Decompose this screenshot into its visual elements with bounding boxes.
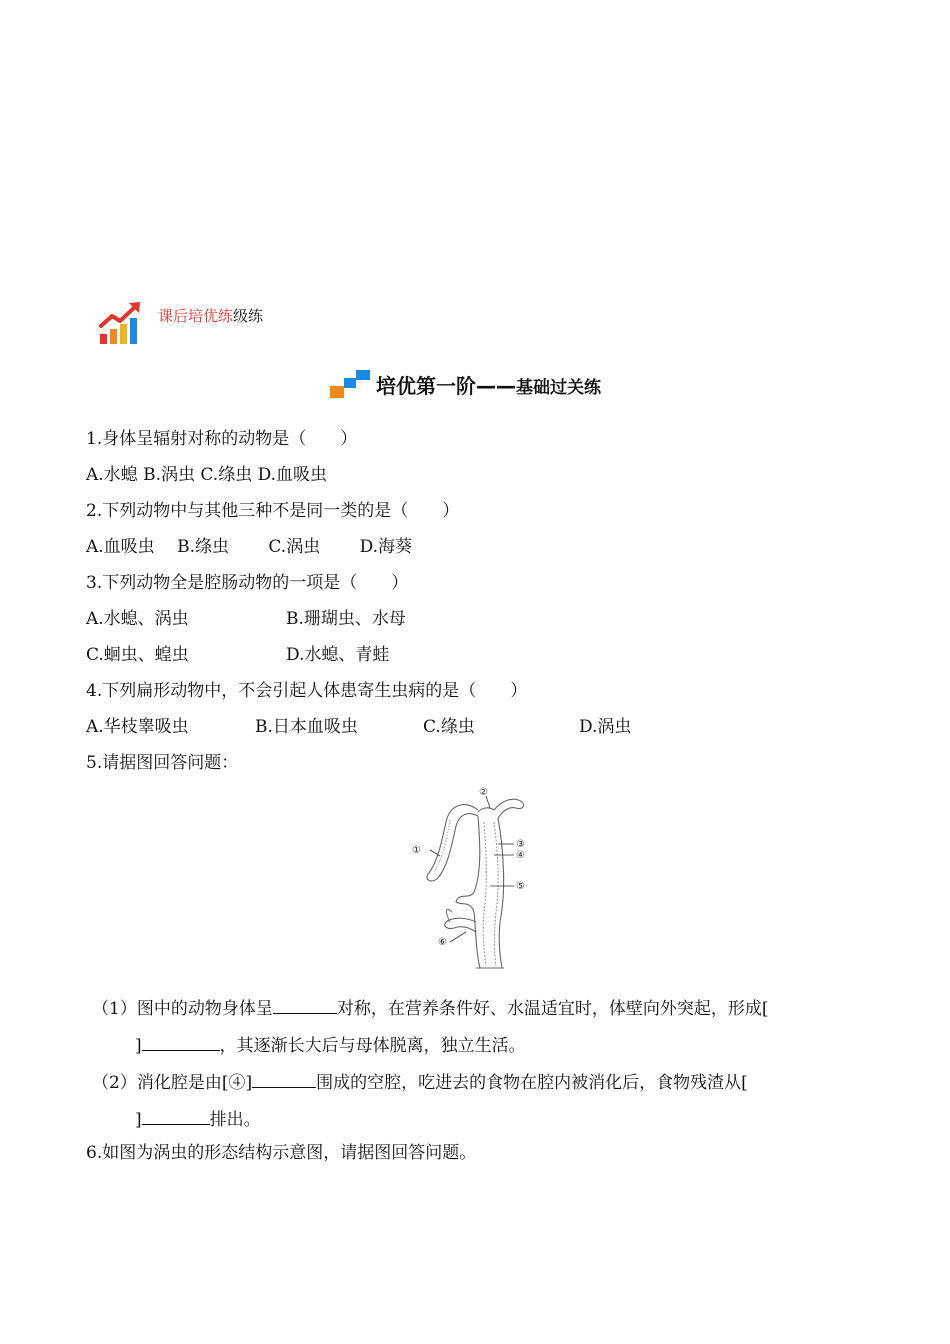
header-label — [158, 305, 263, 326]
q4-option-a: A.华枝睾吸虫 — [86, 717, 189, 737]
q5-sub1-text-c: ] — [135, 1036, 142, 1056]
q5-sub1-text-a: （1）图中的动物身体呈 — [92, 999, 273, 1019]
q5-sub1-line1 — [92, 995, 768, 1021]
figure-label-3: ③ — [516, 839, 525, 850]
section-title — [376, 370, 601, 399]
section-heading — [328, 364, 601, 404]
q5-sub1-text-d: ，其逐渐长大后与母体脱离，独立生活。 — [219, 1036, 526, 1056]
q1-options: A.水螅 B.涡虫 C.绦虫 D.血吸虫 — [86, 465, 328, 485]
q5-stem: 5.请据图回答问题： — [86, 753, 239, 773]
q4-option-d: D.涡虫 — [579, 717, 632, 737]
q5-sub2-blank-1[interactable] — [252, 1069, 316, 1088]
figure-label-6: ⑥ — [438, 937, 447, 948]
q3-option-c: C.蛔虫、蝗虫 — [86, 645, 189, 665]
q2-options: A.血吸虫 B.绦虫 C.涡虫 D.海葵 — [86, 537, 413, 557]
q5-sub1-line2 — [135, 1032, 526, 1058]
q4-option-b: B.日本血吸虫 — [255, 717, 358, 737]
q4-stem: 4.下列扁形动物中，不会引起人体患寄生虫病的是（ ） — [86, 681, 528, 701]
figure-label-4: ④ — [516, 850, 525, 861]
q5-sub2-line2 — [135, 1106, 261, 1132]
q5-sub2-text-d: 排出。 — [209, 1110, 261, 1130]
figure-label-1: ① — [412, 845, 421, 856]
q5-sub1-blank-1[interactable] — [273, 995, 337, 1014]
q1-stem: 1.身体呈辐射对称的动物是（ ） — [86, 429, 358, 449]
figure-label-2: ② — [479, 787, 488, 798]
q5-sub2-text-c: ] — [135, 1110, 142, 1130]
q3-option-b: B.珊瑚虫、水母 — [286, 609, 406, 629]
q5-sub2-text-b: 围成的空腔，吃进去的食物在腔内被消化后，食物残渣从[ — [316, 1073, 748, 1093]
growth-chart-icon — [98, 300, 144, 346]
q2-stem: 2.下列动物中与其他三种不是同一类的是（ ） — [86, 501, 460, 521]
hydra-diagram — [410, 782, 540, 972]
q3-option-d: D.水螅、青蛙 — [286, 645, 390, 665]
section-title-sub: 基础过关练 — [516, 377, 601, 398]
q5-sub1-text-b: 对称，在营养条件好、水温适宜时，体壁向外突起，形成[ — [336, 999, 769, 1019]
section-title-main: 培优第一阶—— — [376, 373, 516, 398]
q5-sub1-blank-2[interactable] — [142, 1032, 220, 1051]
stairs-icon — [328, 368, 372, 400]
q5-sub2-line1 — [92, 1069, 748, 1095]
q3-stem: 3.下列动物全是腔肠动物的一项是（ ） — [86, 573, 409, 593]
figure-label-5: ⑤ — [516, 881, 525, 892]
q5-sub2-text-a: （2）消化腔是由[④] — [92, 1073, 253, 1093]
q3-option-a: A.水螅、涡虫 — [86, 609, 189, 629]
header-label-black: 级练 — [233, 307, 264, 325]
q4-option-c: C.绦虫 — [423, 717, 475, 737]
q5-sub2-blank-2[interactable] — [142, 1106, 210, 1125]
q6-stem: 6.如图为涡虫的形态结构示意图，请据图回答问题。 — [86, 1143, 477, 1163]
header-label-red: 课后培优练 — [158, 307, 234, 325]
